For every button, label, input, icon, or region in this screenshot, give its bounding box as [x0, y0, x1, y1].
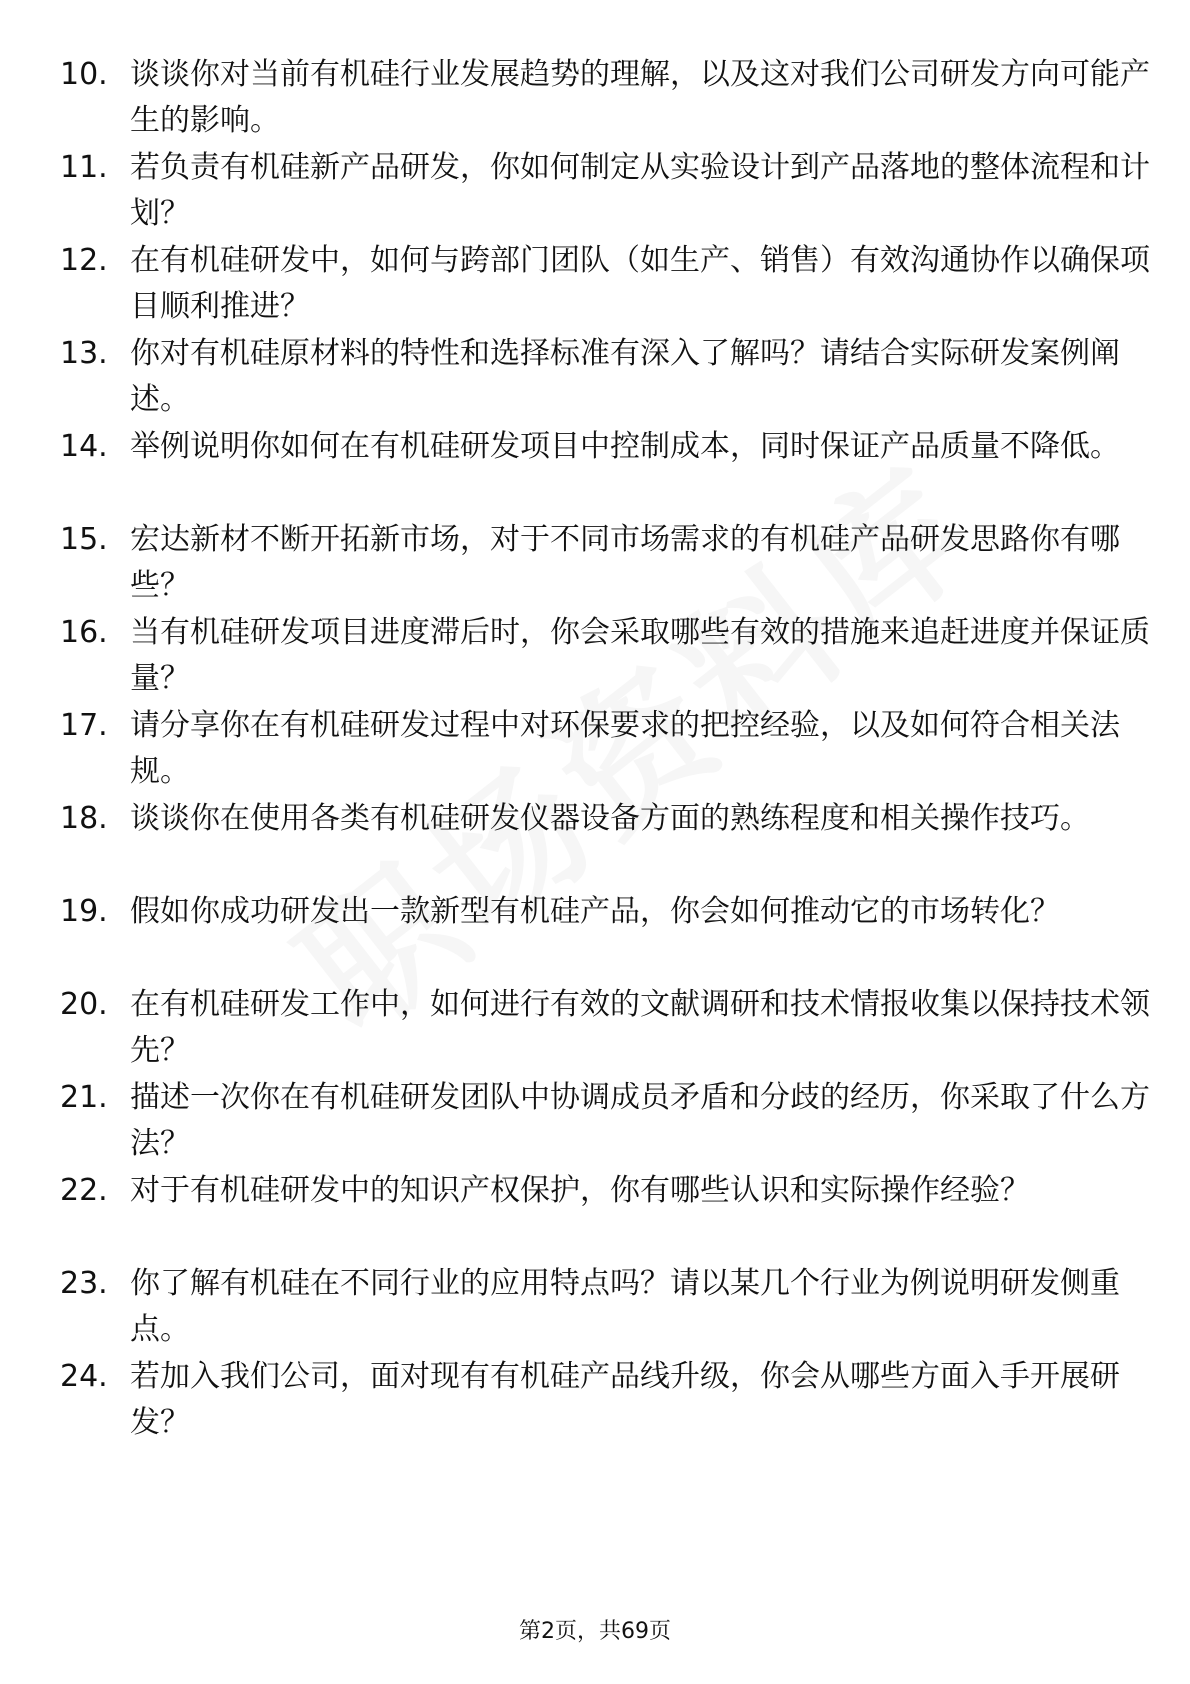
- question-item: [60, 610, 1150, 710]
- question-number: 12.: [60, 243, 108, 278]
- question-number: 10.: [60, 57, 108, 92]
- question-item: [60, 238, 1150, 338]
- question-number: 22.: [60, 1173, 108, 1208]
- question-text: 假如你成功研发出一款新型有机硅产品，你会如何推动它的市场转化？: [130, 894, 1060, 929]
- question-item: [60, 1168, 1110, 1268]
- question-item: [60, 1354, 1120, 1454]
- question-number: 16.: [60, 615, 108, 650]
- question-text: 当有机硅研发项目进度滞后时，你会采取哪些有效的措施来追赶进度并保证质量？: [130, 615, 1150, 696]
- question-number: 21.: [60, 1080, 108, 1115]
- question-item: [60, 331, 1120, 431]
- question-text: 若加入我们公司，面对现有有机硅产品线升级，你会从哪些方面入手开展研发？: [130, 1359, 1120, 1440]
- question-number: 24.: [60, 1359, 108, 1394]
- question-item: [60, 982, 1150, 1082]
- question-number: 15.: [60, 522, 108, 557]
- question-number: 20.: [60, 987, 108, 1022]
- question-number: 13.: [60, 336, 108, 371]
- question-number: 19.: [60, 894, 108, 929]
- question-item: [60, 796, 1110, 896]
- question-text: 在有机硅研发中，如何与跨部门团队（如生产、销售）有效沟通协作以确保项目顺利推进？: [130, 243, 1150, 324]
- question-number: 14.: [60, 429, 108, 464]
- question-text: 请分享你在有机硅研发过程中对环保要求的把控经验，以及如何符合相关法规。: [130, 708, 1120, 789]
- question-item: [60, 517, 1120, 617]
- question-number: 23.: [60, 1266, 108, 1301]
- question-text: 你对有机硅原材料的特性和选择标准有深入了解吗？请结合实际研发案例阐述。: [130, 336, 1120, 417]
- page-number-footer: 第2页，共69页: [519, 1619, 671, 1644]
- question-number: 17.: [60, 708, 108, 743]
- question-text: 描述一次你在有机硅研发团队中协调成员矛盾和分歧的经历，你采取了什么方法？: [130, 1080, 1150, 1161]
- question-text: 若负责有机硅新产品研发，你如何制定从实验设计到产品落地的整体流程和计划？: [130, 150, 1150, 231]
- question-item: [60, 145, 1150, 245]
- question-text: 宏达新材不断开拓新市场，对于不同市场需求的有机硅产品研发思路你有哪些？: [130, 522, 1120, 603]
- question-number: 11.: [60, 150, 108, 185]
- question-item: [60, 52, 1150, 152]
- question-text: 谈谈你在使用各类有机硅研发仪器设备方面的熟练程度和相关操作技巧。: [130, 801, 1090, 836]
- question-text: 对于有机硅研发中的知识产权保护，你有哪些认识和实际操作经验？: [130, 1173, 1030, 1208]
- question-text: 在有机硅研发工作中，如何进行有效的文献调研和技术情报收集以保持技术领先？: [130, 987, 1150, 1068]
- question-text: 谈谈你对当前有机硅行业发展趋势的理解，以及这对我们公司研发方向可能产生的影响。: [130, 57, 1150, 138]
- question-item: [60, 1261, 1120, 1361]
- question-item: [60, 1075, 1150, 1175]
- question-number: 18.: [60, 801, 108, 836]
- question-item: [60, 703, 1120, 803]
- question-text: 举例说明你如何在有机硅研发项目中控制成本，同时保证产品质量不降低。: [130, 429, 1120, 464]
- question-text: 你了解有机硅在不同行业的应用特点吗？请以某几个行业为例说明研发侧重点。: [130, 1266, 1120, 1347]
- question-item: [60, 889, 1110, 989]
- question-item: [60, 424, 1120, 524]
